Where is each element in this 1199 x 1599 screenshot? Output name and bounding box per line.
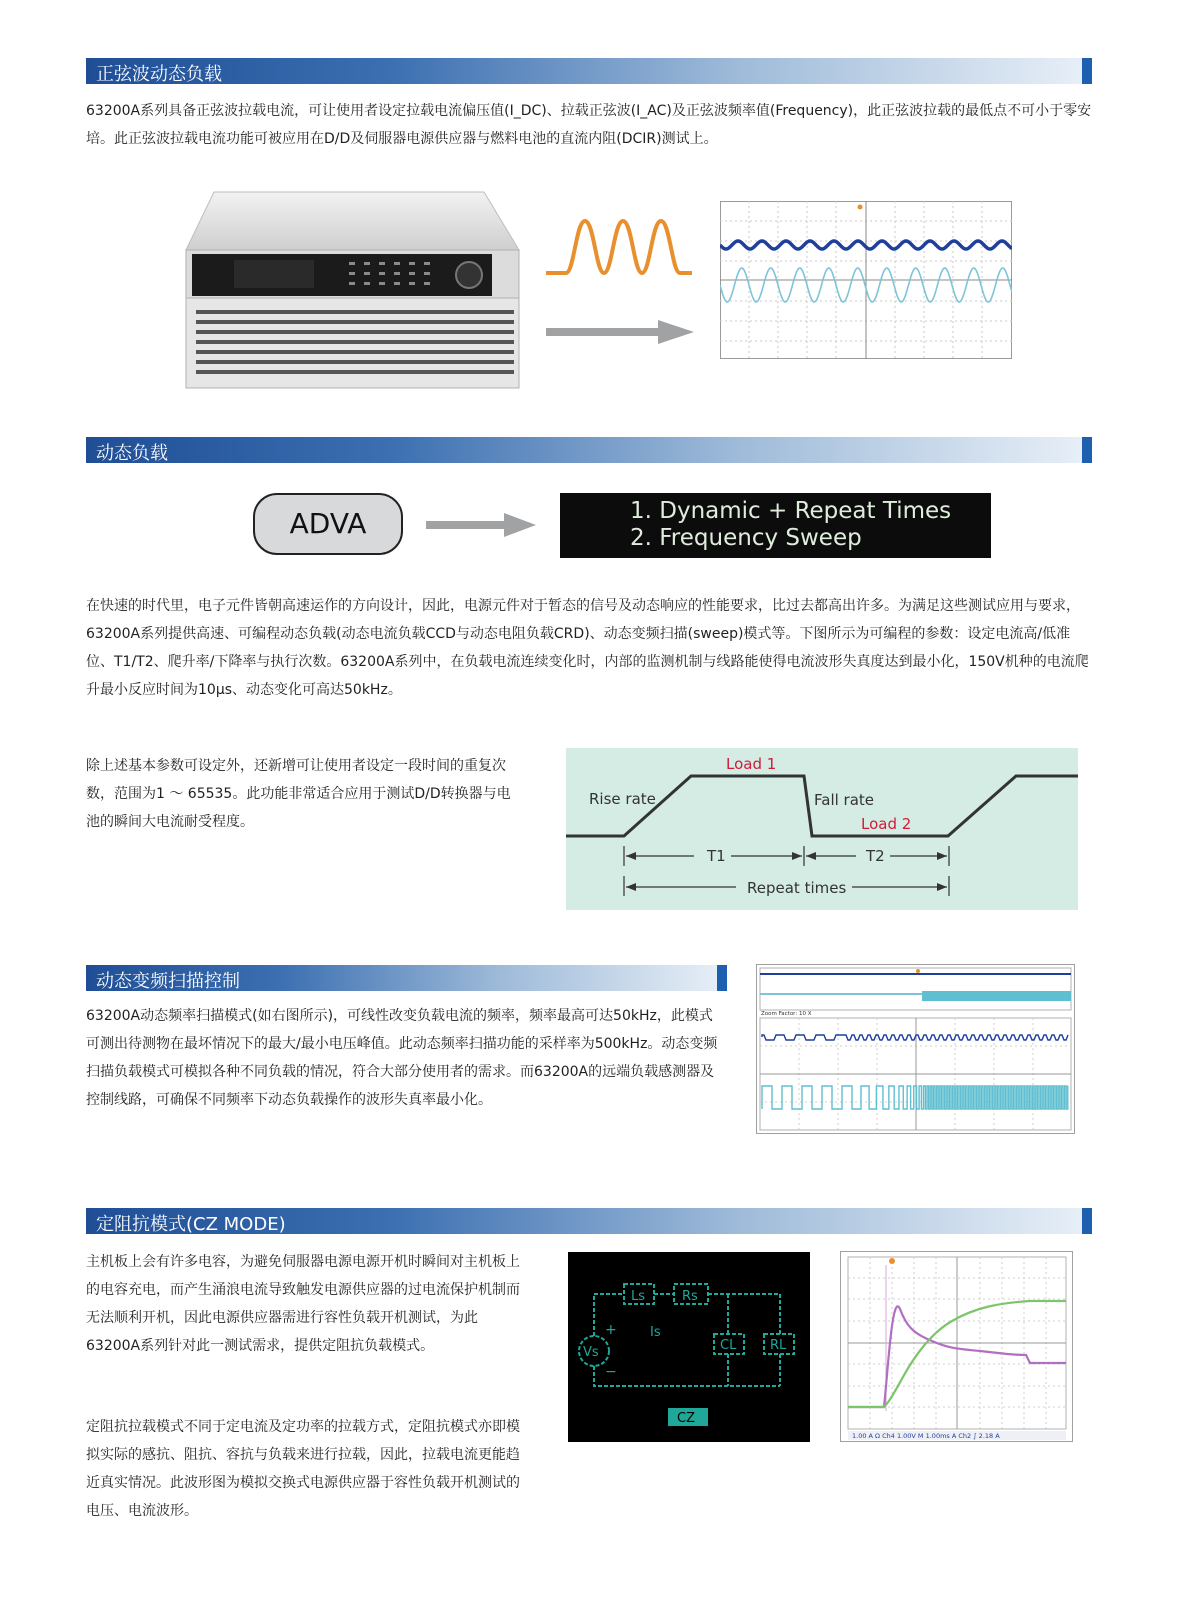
rise-rate-label: Rise rate bbox=[589, 790, 656, 808]
cz-scope-capture bbox=[840, 1251, 1073, 1442]
t1-label: T1 bbox=[707, 847, 726, 865]
adva-badge: ADVA bbox=[253, 493, 403, 555]
mode-item: 1. Dynamic + Repeat Times bbox=[630, 498, 952, 524]
load1-label: Load 1 bbox=[726, 755, 777, 773]
electronic-load-image bbox=[184, 190, 524, 390]
section-title: 动态变频扫描控制 bbox=[96, 971, 240, 992]
sine-wave-icon bbox=[544, 215, 694, 281]
arrow-right-icon bbox=[546, 318, 696, 346]
cz-body-text-2: 定阻抗拉载模式不同于定电流及定功率的拉载方式，定阻抗模式亦即模拟实际的感抗、阻抗、容抗与负载来进行拉载，因此，拉载电流更能趋近真实情况。此波形图为模拟交换式电源供应器于容性负载开机测试的电压、电流波形。 bbox=[86, 1419, 520, 1519]
vs-label: Vs bbox=[583, 1345, 599, 1360]
sweep-scope-capture bbox=[756, 964, 1075, 1134]
dynamic-repeat-text: 除上述基本参数可设定外，还新增可让使用者设定一段时间的重复次数，范围为1 ～ 65535。此功能非常适合应用于测试D/D转换器与电池的瞬间大电流耐受程度。 bbox=[86, 758, 511, 830]
dynamic-load-diagram bbox=[566, 748, 1078, 910]
sine-body-text: 63200A系列具备正弦波拉载电流，可让使用者设定拉载电流偏压值(I_DC)、拉载正弦波(I_AC)及正弦波频率值(Frequency)，此正弦波拉载的最低点不可小于零安培。此正弦波拉载电流功能可被应用在D/D及伺服器电源供应器与燃料电池的直流内阻(DCIR)测试上。 bbox=[86, 103, 1092, 147]
sine-scope-capture bbox=[720, 201, 1012, 359]
section-title: 正弦波动态负载 bbox=[96, 64, 222, 85]
cz-badge: CZ bbox=[677, 1411, 695, 1426]
load2-label: Load 2 bbox=[861, 815, 912, 833]
zoom-factor-label: Zoom Factor: 10 X bbox=[761, 1011, 812, 1017]
arrow-right-icon bbox=[426, 511, 538, 539]
fall-rate-label: Fall rate bbox=[814, 791, 875, 809]
mode-list-panel bbox=[560, 493, 991, 558]
scope-status-text: 1.00 A Ω Ch4 1.00V M 1.00ms A Ch2 ∫ 2.18 A bbox=[852, 1432, 1000, 1440]
rl-label: RL bbox=[770, 1338, 787, 1353]
mode-item: 2. Frequency Sweep bbox=[630, 525, 862, 551]
section-header-sine bbox=[86, 58, 1092, 84]
cz-body-text-1: 主机板上会有许多电容，为避免伺服器电源电源开机时瞬间对主机板上的电容充电，而产生涌浪电流导致触发电源供应器的过电流保护机制而无法顺利开机，因此电源供应器需进行容性负载开机测试，为此63200A系列针对此一测试需求，提供定阻抗负载模式。 bbox=[86, 1254, 520, 1354]
ls-label: Ls bbox=[631, 1289, 646, 1304]
is-label: Is bbox=[650, 1325, 661, 1340]
minus-label: − bbox=[605, 1364, 617, 1380]
cl-label: CL bbox=[720, 1338, 737, 1353]
section-title: 定阻抗模式(CZ MODE) bbox=[96, 1214, 286, 1235]
plus-label: + bbox=[605, 1322, 617, 1338]
cz-circuit-diagram bbox=[568, 1252, 810, 1442]
rs-label: Rs bbox=[682, 1289, 698, 1304]
section-header-cz bbox=[86, 1208, 1092, 1234]
t2-label: T2 bbox=[866, 847, 885, 865]
dynamic-body-text: 在快速的时代里，电子元件皆朝高速运作的方向设计，因此，电源元件对于暂态的信号及动态响应的性能要求，比过去都高出许多。为满足这些测试应用与要求，63200A系列提供高速、可编程动态负载(动态电流负载CCD与动态电阻负载CRD)、动态变频扫描(sweep)模式等。下图所示为可编程的参数：设定电流高/低准位、T1/T2、爬升率/下降率与执行次数。63200A系列中，在负载电流连续变化时，内部的监测机制与线路能使得电流波形失真度达到最小化，150V机种的电流爬升最小反应时间为10μs、动态变化可高达50kHz。 bbox=[86, 598, 1089, 698]
section-title: 动态负载 bbox=[96, 443, 168, 464]
section-header-dynamic bbox=[86, 437, 1092, 463]
sweep-body-text: 63200A动态频率扫描模式(如右图所示)，可线性改变负载电流的频率，频率最高可达50kHz，此模式可测出待测物在最坏情况下的最大/最小电压峰值。此动态频率扫描功能的采样率为500kHz。动态变频扫描负载模式可模拟各种不同负载的情况，符合大部分使用者的需求。而63200A的远端负载感测器及控制线路，可确保不同频率下动态负载操作的波形失真率最小化。 bbox=[86, 1008, 718, 1108]
repeat-times-label: Repeat times bbox=[747, 879, 847, 897]
section-header-sweep bbox=[86, 965, 727, 991]
